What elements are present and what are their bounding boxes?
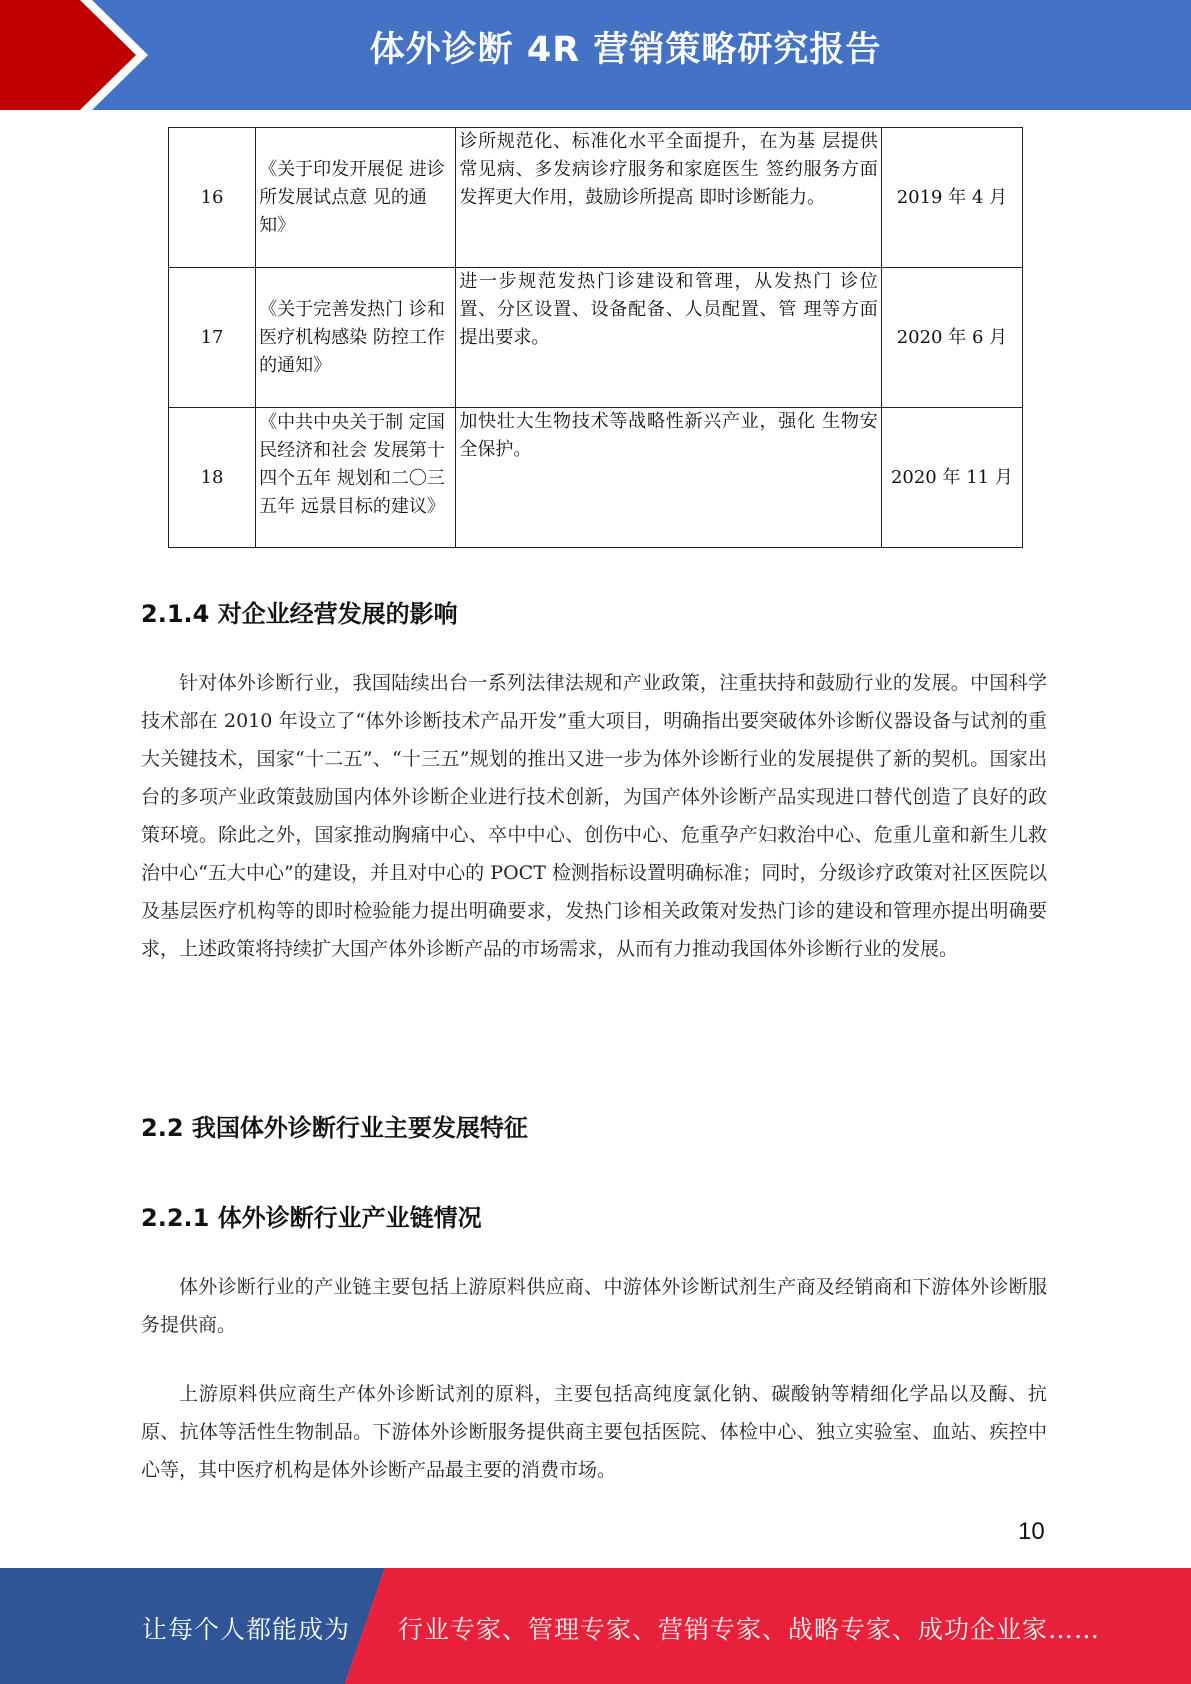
table-row [169,268,1023,408]
policy-description: 进一步规范发热门诊建设和管理，从发热门 诊位置、分区设置、设备配备、人员配置、管 理等方面提出要求。 [459,271,878,348]
row-number: 16 [169,128,256,268]
policy-date: 2019 年 4 月 [881,128,1022,268]
row-number: 17 [169,268,256,408]
section-heading-2-2-1: 2.2.1 体外诊断行业产业链情况 [141,1204,482,1232]
footer-slogan-right: 行业专家、管理专家、营销专家、战略专家、成功企业家…… [398,1615,1101,1644]
section-2-2-1-paragraph-2: 上游原料供应商生产体外诊断试剂的原料，主要包括高纯度氯化钠、碳酸钠等精细化学品以及酶、抗原、抗体等活性生物制品。下游体外诊断服务提供商主要包括医院、体检中心、独立实验室、血站、疾控中心等，其中医疗机构是体外诊断产品最主要的消费市场。 [141,1383,1047,1481]
page-footer [0,1568,1191,1684]
section-2-2-1-paragraph-1: 体外诊断行业的产业链主要包括上游原料供应商、中游体外诊断试剂生产商及经销商和下游体外诊断服务提供商。 [141,1276,1047,1336]
policy-description: 诊所规范化、标准化水平全面提升，在为基 层提供常见病、多发病诊疗服务和家庭医生 签约服务方面发挥更大作用，鼓励诊所提高 即时诊断能力。 [459,131,878,208]
footer-slogan-left: 让每个人都能成为 [142,1615,351,1644]
policy-description: 加快壮大生物技术等战略性新兴产业，强化 生物安全保护。 [459,411,878,460]
section-heading-2-2: 2.2 我国体外诊断行业主要发展特征 [141,1114,528,1142]
policy-date: 2020 年 11 月 [881,408,1022,548]
policy-date: 2020 年 6 月 [881,268,1022,408]
policy-name: 《中共中央关于制 定国民经济和社会 发展第十四个五年 规划和二〇三五年 远景目标的建议》 [259,411,445,517]
row-number: 18 [169,408,256,548]
policy-table [168,127,1023,548]
policy-name: 《关于印发开展促 进诊所发展试点意 见的通知》 [259,158,445,236]
table-row [169,128,1023,268]
page-number: 10 [1018,1518,1045,1545]
table-row [169,408,1023,548]
section-2-1-4-paragraph: 针对体外诊断行业，我国陆续出台一系列法律法规和产业政策，注重扶持和鼓励行业的发展。中国科学技术部在 2010 年设立了“体外诊断技术产品开发”重大项目，明确指出要突破体外诊断仪器设备与试剂的重大关键技术，国家“十二五”、“十三五”规划的推出又进一步为体外诊断行业的发展提供了新的契机。国家出台的多项产业政策鼓励国内体外诊断企业进行技术创新，为国产体外诊断产品实现进口替代创造了良好的政策环境。除此之外，国家推动胸痛中心、卒中中心、创伤中心、危重孕产妇救治中心、危重儿童和新生儿救治中心“五大中心”的建设，并且对中心的 POCT 检测指标设置明确标准；同时，分级诊疗政策对社区医院以及基层医疗机构等的即时检验能力提出明确要求，发热门诊相关政策对发热门诊的建设和管理亦提出明确要求，上述政策将持续扩大国产体外诊断产品的市场需求，从而有力推动我国体外诊断行业的发展。 [141,672,1047,960]
report-title: 体外诊断 4R 营销策略研究报告 [369,30,882,70]
section-heading-2-1-4: 2.1.4 对企业经营发展的影响 [141,600,458,628]
policy-name: 《关于完善发热门 诊和医疗机构感染 防控工作的通知》 [259,298,445,376]
page-header [0,0,1191,110]
